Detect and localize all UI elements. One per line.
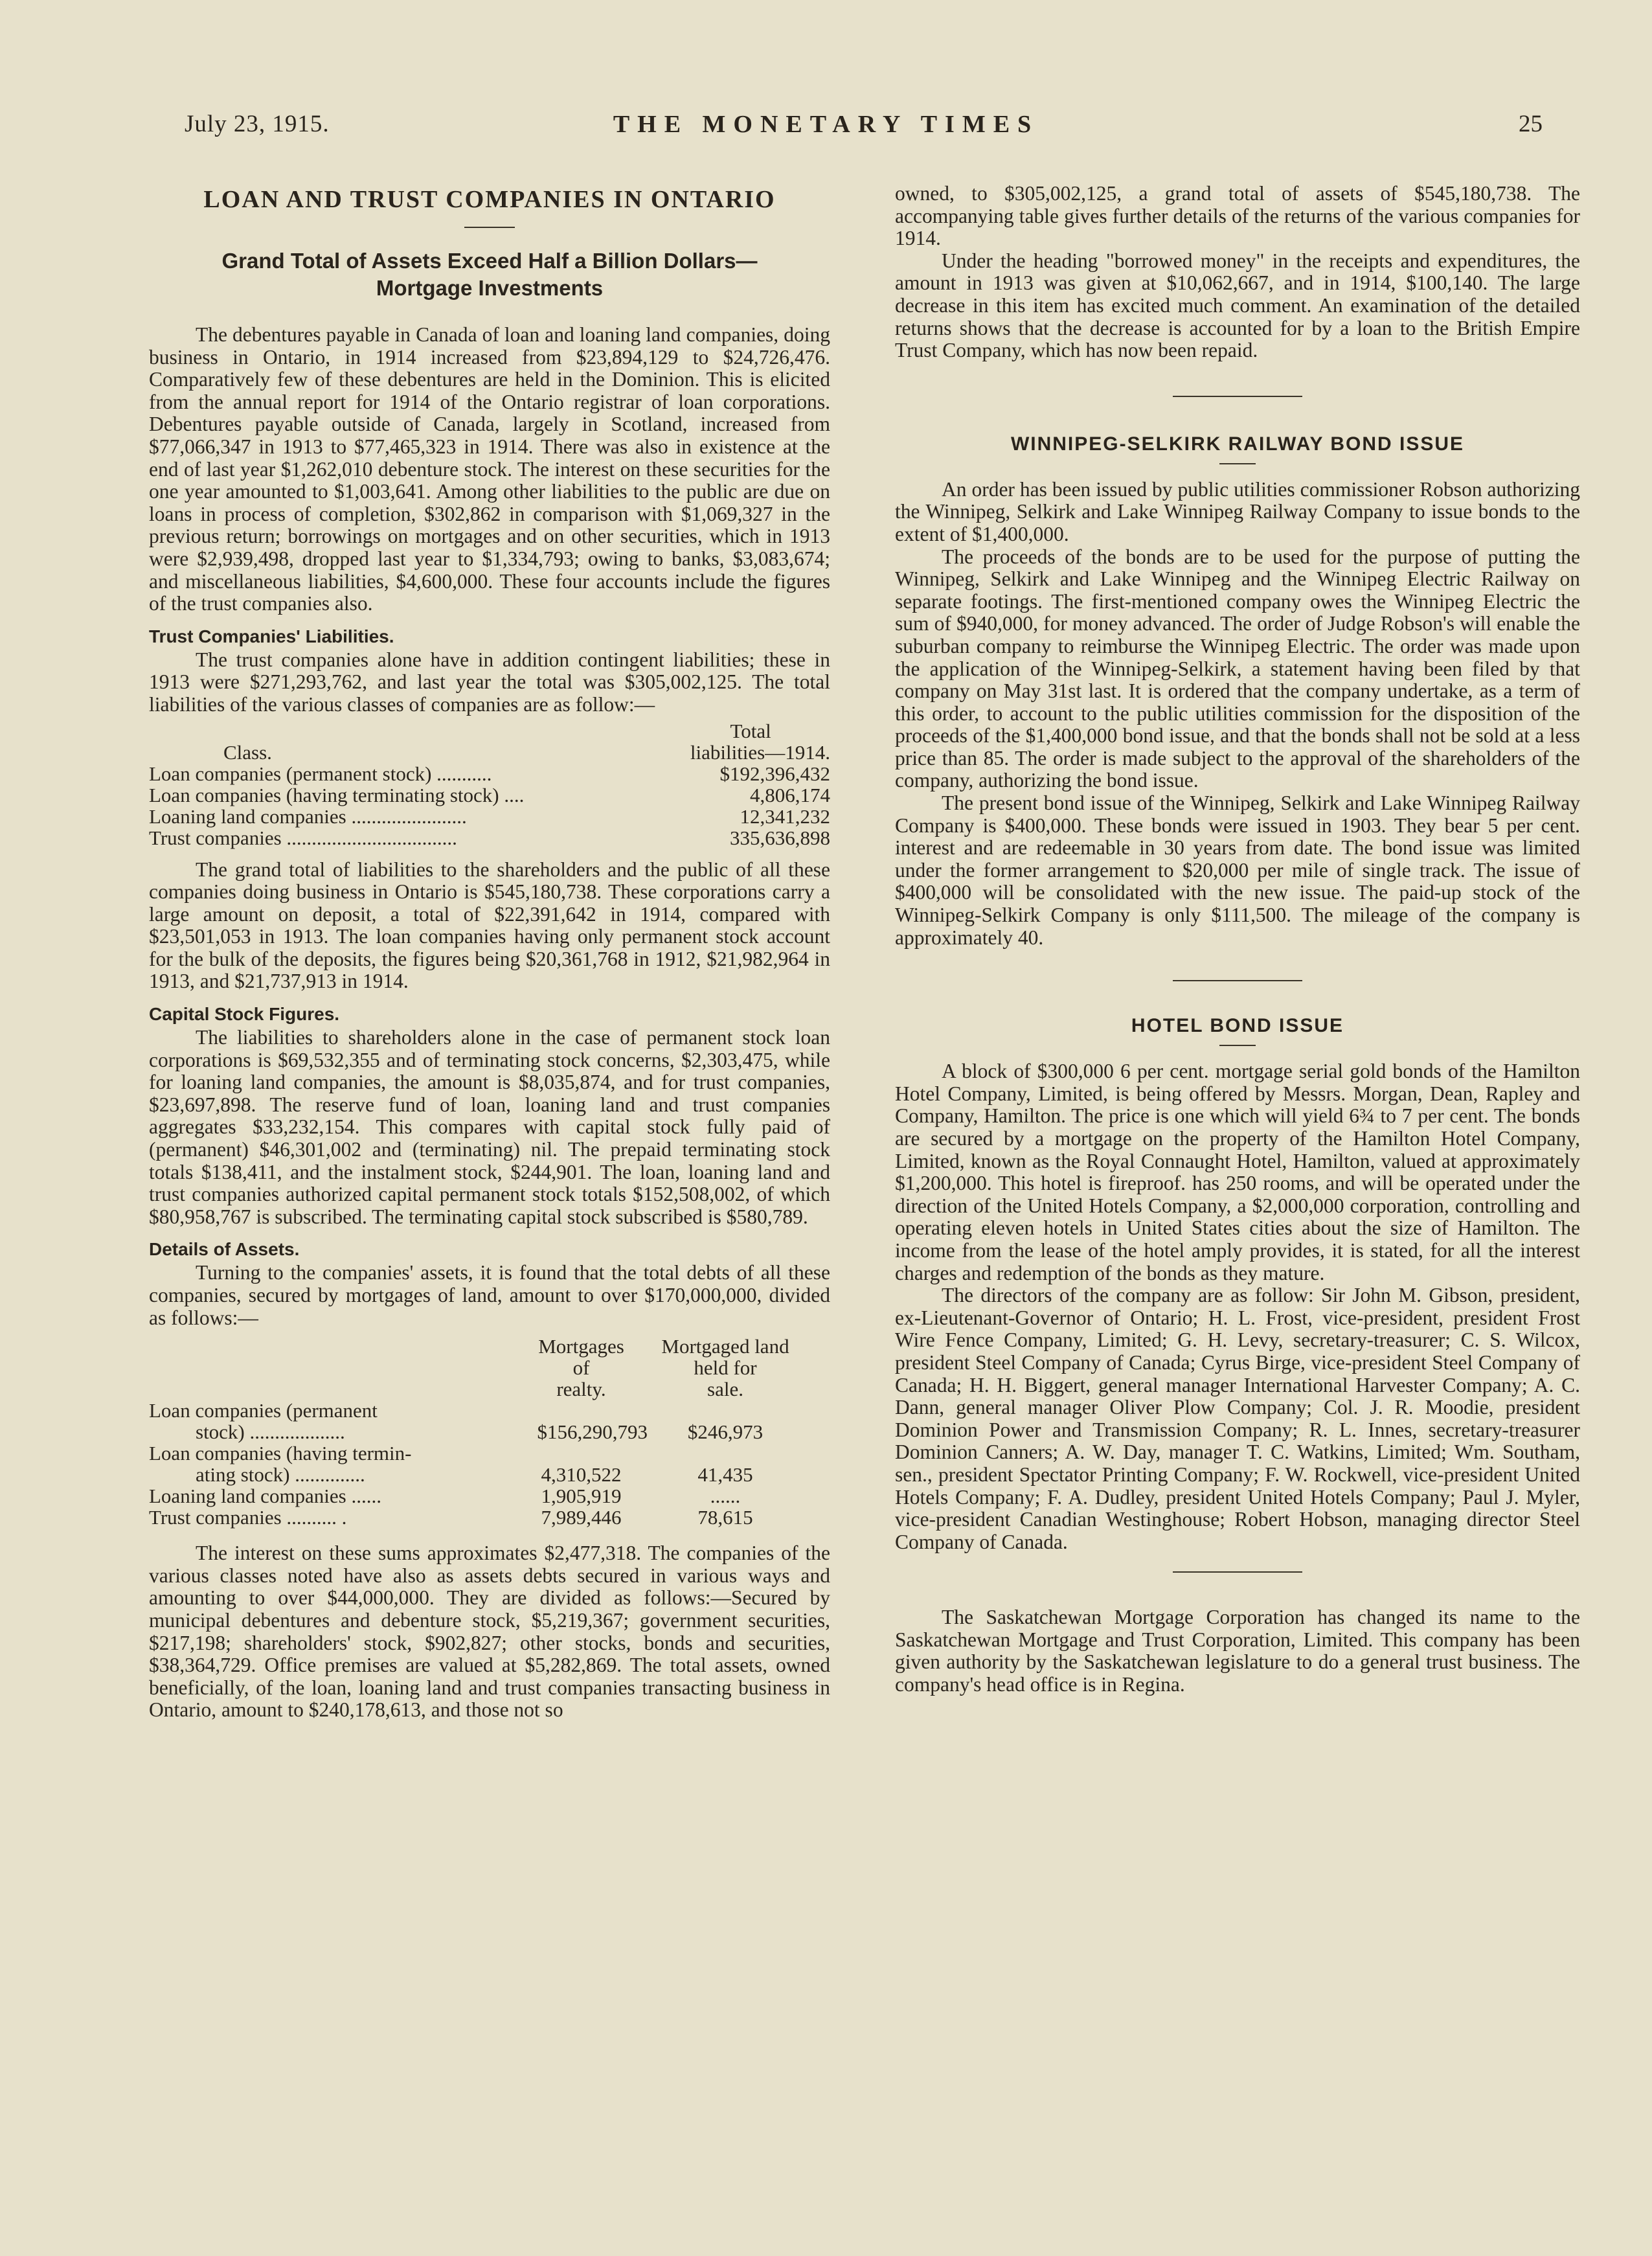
capital-stock-heading: Capital Stock Figures. — [149, 1004, 340, 1025]
row-label-line1: Loan companies (permanent — [149, 1399, 378, 1422]
row-value: $192,396,432 — [719, 762, 830, 785]
row-value-land: 78,615 — [697, 1506, 753, 1529]
trust-liabilities-heading: Trust Companies' Liabilities. — [149, 626, 394, 646]
winnipeg-paragraph-3: The present bond issue of the Winnipeg, Selkirk and Lake Winnipeg Railway Company is $400,000. These bonds were issued in 1903. They bear 5 per cent. interest and are redeemable in 30 years from date. The bond issue was limited under the former arrangement to $20,000 per mile of single track. The issue of $400,000 will be consolidated with the new issue. The paid-up stock of the Winnipeg-Selkirk Company is only $111,500. The mileage of the company is approximately 40. — [895, 792, 1580, 949]
row-value-mortgages: 1,905,919 — [541, 1485, 622, 1508]
row-label: Trust companies .................................. — [149, 826, 457, 849]
row-value-mortgages: $156,290,793 — [537, 1420, 648, 1444]
row-label — [149, 1442, 515, 1485]
row-label-line1: Loan companies (having termin- — [149, 1442, 412, 1465]
continued-paragraph: owned, to $305,002,125, a grand total of assets of $545,180,738. The accompanying table gives further details of the returns of the various companies for 1914. — [895, 182, 1580, 250]
row-value-land: ...... — [710, 1485, 741, 1508]
hotel-heading: HOTEL BOND ISSUE — [1131, 1015, 1344, 1037]
row-value-land: 41,435 — [697, 1463, 753, 1487]
row-value-land: $246,973 — [687, 1420, 764, 1444]
capital-stock-paragraph: The liabilities to shareholders alone in the case of permanent stock loan corporations is $69,532,355 and of terminating stock concerns, $2,303,475, while for loaning land companies, the amount is $8,035,874, and for trust companies, $23,697,898. The reserve fund of loan, loaning land and trust companies aggregates $33,232,154. This compares with capital stock fully paid of (permanent) $46,301,002 and (terminating) nil. The prepaid terminating stock totals $138,411, and the instalment stock, $244,901. The loan, loaning land and trust companies authorized capital permanent stock totals $152,508,002, of which $80,958,767 is subscribed. The terminating capital stock subscribed is $580,789. — [149, 1026, 830, 1228]
mortgaged-land-header-line2: held for — [694, 1356, 757, 1380]
liabilities-total-header — [645, 720, 830, 763]
liabilities-table — [149, 720, 830, 849]
mortgaged-land-header — [648, 1336, 803, 1400]
row-label-line2: stock) ................... — [196, 1420, 345, 1444]
row-label: Loan companies (having terminating stock) .... — [149, 783, 525, 806]
article-subtitle-line2: Mortgage Investments — [376, 276, 604, 300]
mortgaged-land-header-line3: sale. — [707, 1378, 743, 1401]
row-label-line2: ating stock) .............. — [196, 1463, 365, 1487]
total-header-line2: liabilities—1914. — [690, 740, 830, 764]
row-label: Loaning land companies ...... — [149, 1485, 381, 1508]
hotel-directors-paragraph: The directors of the company are as follow: Sir John M. Gibson, president, ex-Lieutenant-Governor of Ontario; H. L. Frost, vice-president, president Frost Wire Fence Company, Limited; G. H. Levy, secretary-treasurer; C. S. Wilcox, president Steel Company of Canada; Cyrus Birge, vice-president Steel Company of Canada; H. H. Biggert, general manager International Harvester Company; A. C. Dann, general manager Oliver Plow Company; Col. J. R. Moodie, president Dominion Power and Transmission Company; R. L. Innes, secretary-treasurer Dominion Canners; A. W. Day, manager T. C. Watkins, Limited; Wm. Southam, sen., president Spectator Printing Company; F. W. Rockwell, vice-president United Hotels Company; F. A. Dudley, president United Hotels Company; Paul J. Myler, vice-president Canadian Westinghouse; Robert Hobson, managing director Steel Company of Canada. — [895, 1284, 1580, 1553]
details-of-assets-heading: Details of Assets. — [149, 1239, 300, 1260]
mortgages-header-line1: Mortgages — [538, 1335, 624, 1358]
left-column — [149, 183, 830, 1722]
page-number: 25 — [1519, 111, 1543, 137]
row-label: Loan companies (permanent stock) ........... — [149, 762, 492, 785]
table-row — [149, 806, 830, 827]
table-row — [149, 784, 830, 806]
row-label — [149, 1400, 515, 1442]
hotel-paragraph-1: A block of $300,000 6 per cent. mortgage serial gold bonds of the Hamilton Hotel Company, Limited, is being offered by Messrs. Morgan, Dean, Rapley and Company, Hamilton. The price is one which will yield 6¾ to 7 per cent. The bonds are secured by a mortgage on the property of the Hamilton Hotel Company, Limited, known as the Royal Connaught Hotel, Hamilton, valued at approximately $1,200,000. This hotel is fireproof. has 250 rooms, and will be operated under the direction of the United Hotels Company, a $2,000,000 corporation, controlling and operating eleven hotels in United States cities about the size of Hamilton. The income from the lease of the hotel amply provides, it is stated, for all the interest charges and redemption of the bonds as they mature. — [895, 1060, 1580, 1284]
borrowed-money-paragraph: Under the heading "borrowed money" in the receipts and expenditures, the amount in 1913 was given at $10,062,667, and in 1914, $100,140. The large decrease in this item has excited much comment. An examination of the detailed returns shows that the decrease is accounted for by a loan to the British Empire Trust Company, which has now been repaid. — [895, 249, 1580, 362]
row-value: 12,341,232 — [740, 804, 830, 828]
winnipeg-paragraph-1: An order has been issued by public utilities commissioner Robson authorizing the Winnipeg, Selkirk and Lake Winnipeg Railway Company to issue bonds to the extent of $1,400,000. — [895, 477, 1580, 545]
assets-intro-paragraph: Turning to the companies' assets, it is found that the total debts of all these companies, secured by mortgages of land, amount to over $170,000,000, divided as follows:— — [149, 1261, 830, 1329]
liabilities-class-header: Class. — [223, 740, 272, 764]
total-header-line1: Total — [730, 719, 771, 742]
intro-paragraph: The debentures payable in Canada of loan and loaning land companies, doing business in Ontario, in 1914 increased from $23,894,129 to $24,726,476. Comparatively few of these debentures are held in the Dominion. This is elicited from the annual report for 1914 of the Ontario registrar of loan corporations. Debentures payable outside of Canada, largely in Scotland, increased from $77,066,347 in 1913 to $77,465,323 in 1914. There was also in existence at the end of last year $1,262,010 debenture stock. The interest on these securities for the one year amounted to $1,003,641. Among other liabilities to the public are due on loans in process of completion, $302,862 in comparison with $1,069,327 in the previous return; borrowings on mortgages and on other securities, which in 1913 were $2,939,498, dropped last year to $1,334,793; owing to banks, $3,083,674; and miscellaneous liabilities, $4,600,000. These four accounts include the figures of the trust companies also. — [149, 323, 830, 615]
table-row — [149, 827, 830, 849]
row-value: 335,636,898 — [730, 826, 830, 849]
row-value: 4,806,174 — [750, 783, 830, 806]
row-value-mortgages: 7,989,446 — [541, 1506, 622, 1529]
table-row — [149, 1507, 803, 1528]
article-title: LOAN AND TRUST COMPANIES IN ONTARIO — [203, 186, 776, 213]
article-subtitle-line1: Grand Total of Assets Exceed Half a Billion Dollars— — [221, 249, 758, 273]
row-label: Trust companies .......... . — [149, 1506, 347, 1529]
winnipeg-paragraph-2: The proceeds of the bonds are to be used for the purpose of putting the Winnipeg, Selkirk and Lake Winnipeg and the Winnipeg Electric Railway on separate footings. The first-mentioned company owes the Winnipeg Electric the sum of $940,000, for money advanced. The order of Judge Robson's will enable the suburban company to reimburse the Winnipeg Electric. The order was made upon the application of the Winnipeg-Selkirk, a statement having been filed by that company on May 31st last. It is ordered that the company undertake, as a term of this order, to account to the public utilities commission for the disposition of the proceeds of the $1,400,000 bond issue, and that the bonds shall not be sold at a less price than 85. The order is made subject to the approval of the shareholders of the company, authorizing the bond issue. — [895, 545, 1580, 792]
saskatchewan-paragraph: The Saskatchewan Mortgage Corporation has changed its name to the Saskatchewan Mortgage and Trust Corporation, Limited. This company has been given authority by the Saskatchewan legislature to do a general trust business. The company's head office is in Regina. — [895, 1606, 1580, 1696]
table-row — [149, 1442, 803, 1485]
trust-liabilities-paragraph: The trust companies alone have in addition contingent liabilities; these in 1913 were $271,293,762, and last year the total was $305,002,125. The total liabilities of the various classes of companies are as follow:— — [149, 648, 830, 716]
row-label: Loaning land companies ....................... — [149, 804, 467, 828]
table-row — [149, 1485, 803, 1507]
right-column — [895, 183, 1580, 1696]
mortgaged-land-header-line1: Mortgaged land — [661, 1335, 789, 1358]
mortgages-header-line3: realty. — [556, 1378, 606, 1401]
table-row — [149, 1400, 803, 1442]
row-value-mortgages: 4,310,522 — [541, 1463, 622, 1487]
winnipeg-heading: WINNIPEG-SELKIRK RAILWAY BOND ISSUE — [1010, 433, 1465, 455]
publication-title: THE MONETARY TIMES — [613, 111, 1039, 138]
grand-total-paragraph: The grand total of liabilities to the shareholders and the public of all these companies doing business in Ontario is $545,180,738. These corporations carry a large amount on deposit, a total of $22,391,642 in 1914, compared with $23,501,053 in 1913. The loan companies having only permanent stock account for the bulk of the deposits, the figures being $20,361,768 in 1912, $21,982,964 in 1913, and $21,737,913 in 1914. — [149, 858, 830, 993]
mortgages-header-line2: of — [572, 1356, 590, 1380]
assets-table — [149, 1336, 803, 1528]
table-row — [149, 763, 830, 784]
issue-date: July 23, 1915. — [185, 111, 330, 137]
assets-paragraph: The interest on these sums approximates $2,477,318. The companies of the various classes noted have also as assets debts secured in various ways and amounting to over $44,000,000. They are divided as follows:—Secured by municipal debentures and debenture stock, $5,219,367; government securities, $217,198; shareholders' stock, $902,827; other stocks, bonds and securities, $38,364,729. Office premises are valued at $5,282,869. The total assets, owned beneficially, of the loan, loaning land and trust companies transacting business in Ontario, amount to $240,178,613, and those not so — [149, 1542, 830, 1722]
mortgages-header — [515, 1336, 648, 1400]
